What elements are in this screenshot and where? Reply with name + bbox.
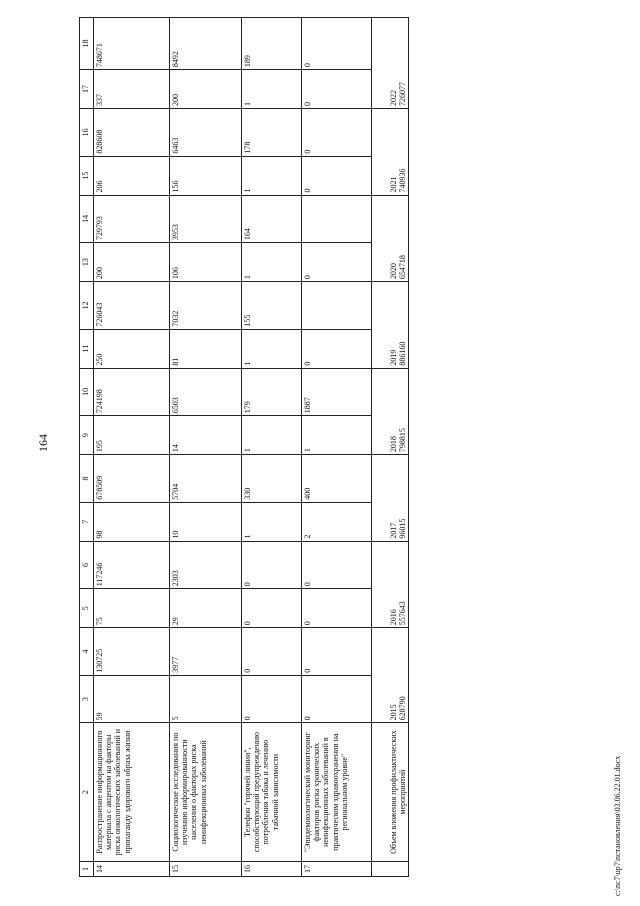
total-year: 2016 [388,609,398,626]
table-cell: 6463 [170,109,242,157]
row-number: 17 [302,861,372,876]
table-cell: 0 [302,541,372,589]
table-cell: 1 [242,70,302,109]
table-cell: 200 [170,70,242,109]
table-cell: 5 [170,675,242,723]
page-number: 164 [36,434,50,452]
total-year: 2018 [388,436,398,453]
table-cell: 1887 [302,368,372,416]
table-cell [302,195,372,243]
table-cell: 1 [242,243,302,282]
col-header: 14 [80,195,94,243]
table-cell: 75 [94,589,170,628]
total-value: 886160 [397,341,407,366]
total-year: 2021 [388,176,398,193]
data-table [79,17,409,877]
footer-file-path: c:\nc7\up7\ncтановления\03.06.22.01.docx [613,755,622,896]
table-cell: 98 [94,502,170,541]
table-cell: 0 [302,589,372,628]
col-header: 2 [80,723,94,861]
table-cell: 59 [94,675,170,723]
table-cell: 0 [302,70,372,109]
table-cell: 8492 [170,18,242,70]
table-cell: 1 [242,502,302,541]
table-cell: 81 [170,329,242,368]
col-header: 6 [80,541,94,589]
table-cell: 1 [242,156,302,195]
table-cell: 0 [302,329,372,368]
col-header: 5 [80,589,94,628]
table-cell: 330 [242,455,302,503]
row-description: Телефон "горячей линии", способствующий предупреждению потребления табака и лечению табачной зависимости [242,723,302,861]
table-cell: 0 [302,243,372,282]
table-cell: 10 [170,502,242,541]
total-year: 2017 [388,522,398,539]
total-value: 726077 [397,82,407,107]
table-cell: 206 [94,156,170,195]
table-cell: 2303 [170,541,242,589]
table-cell: 5704 [170,455,242,503]
table-row [170,18,242,877]
col-header: 16 [80,109,94,157]
table-cell: 337 [94,70,170,109]
table-row [94,18,170,877]
table-cell: 14 [170,416,242,455]
table-cell: 179 [242,368,302,416]
table-cell: 117246 [94,541,170,589]
table-cell [302,282,372,330]
table-cell: 748671 [94,18,170,70]
table-cell: 3977 [170,628,242,676]
total-value: 96015 [397,518,407,539]
total-value: 654718 [397,255,407,280]
col-header: 11 [80,329,94,368]
table-cell: 0 [302,18,372,70]
col-header: 7 [80,502,94,541]
table-cell: 130725 [94,628,170,676]
table-row [302,18,372,877]
total-cell [372,628,409,723]
col-header: 12 [80,282,94,330]
table-cell: 828608 [94,109,170,157]
table-cell: 0 [302,628,372,676]
table-cell: 1 [302,416,372,455]
table-cell: 0 [302,156,372,195]
table-cell: 250 [94,329,170,368]
table-cell: 7032 [170,282,242,330]
total-value: 740936 [397,168,407,193]
table-cell: 189 [242,18,302,70]
total-value: 628790 [397,696,407,721]
table-cell: 1 [242,329,302,368]
total-cell [372,455,409,542]
table-cell: 178 [242,109,302,157]
table-cell: 29 [170,589,242,628]
totals-row [372,18,409,877]
row-description: "Эпидемиологический мониторинг факторов риска хронических неинфекционных заболеваний в практическом здравоохранении на региональном уровне" [302,723,372,861]
col-header: 4 [80,628,94,676]
col-header: 18 [80,18,94,70]
total-year: 2022 [388,90,398,107]
data-table-rotated [79,17,409,877]
table-cell: 0 [242,628,302,676]
table-cell: 195 [94,416,170,455]
table-cell: 724198 [94,368,170,416]
col-header: 8 [80,455,94,503]
table-cell: 6503 [170,368,242,416]
total-year: 2019 [388,349,398,366]
table-cell: 0 [242,675,302,723]
table-cell: 164 [242,195,302,243]
row-number: 14 [94,861,170,876]
col-header: 10 [80,368,94,416]
total-cell [372,109,409,196]
row-description: Социологические исследования по изучению информированности населения о факторах риска неинфекционных заболеваний [170,723,242,861]
table-cell: 400 [302,455,372,503]
table-cell: 726043 [94,282,170,330]
row-number: 15 [170,861,242,876]
table-cell: 0 [242,541,302,589]
table-cell: 106 [170,243,242,282]
table-cell: 0 [302,109,372,157]
totals-label: Объем вложения профилактических мероприятий [372,723,409,861]
col-header: 17 [80,70,94,109]
row-description: Распространение информационного материала с акцентом на факторы риска онкологических заболеваний и пропаганду здорового образа жизни [94,723,170,861]
row-number: 16 [242,861,302,876]
total-year: 2020 [388,263,398,280]
table-cell: 0 [242,589,302,628]
total-year: 2015 [388,704,398,721]
table-cell: 200 [94,243,170,282]
table-cell: 729793 [94,195,170,243]
total-cell [372,282,409,369]
col-header: 13 [80,243,94,282]
table-cell: 2 [302,502,372,541]
col-header: 3 [80,675,94,723]
table-cell: 0 [302,675,372,723]
total-cell [372,18,409,109]
table-cell: 678509 [94,455,170,503]
table-cell: 3953 [170,195,242,243]
table-row [242,18,302,877]
col-header: 1 [80,861,94,876]
total-cell [372,368,409,455]
empty-cell [372,861,409,876]
table-cell: 1 [242,416,302,455]
col-header: 15 [80,156,94,195]
total-value: 798815 [397,428,407,453]
total-value: 557643 [397,601,407,626]
table-cell: 156 [170,156,242,195]
header-row [80,18,94,877]
table-cell: 155 [242,282,302,330]
total-cell [372,195,409,282]
col-header: 9 [80,416,94,455]
total-cell [372,541,409,628]
